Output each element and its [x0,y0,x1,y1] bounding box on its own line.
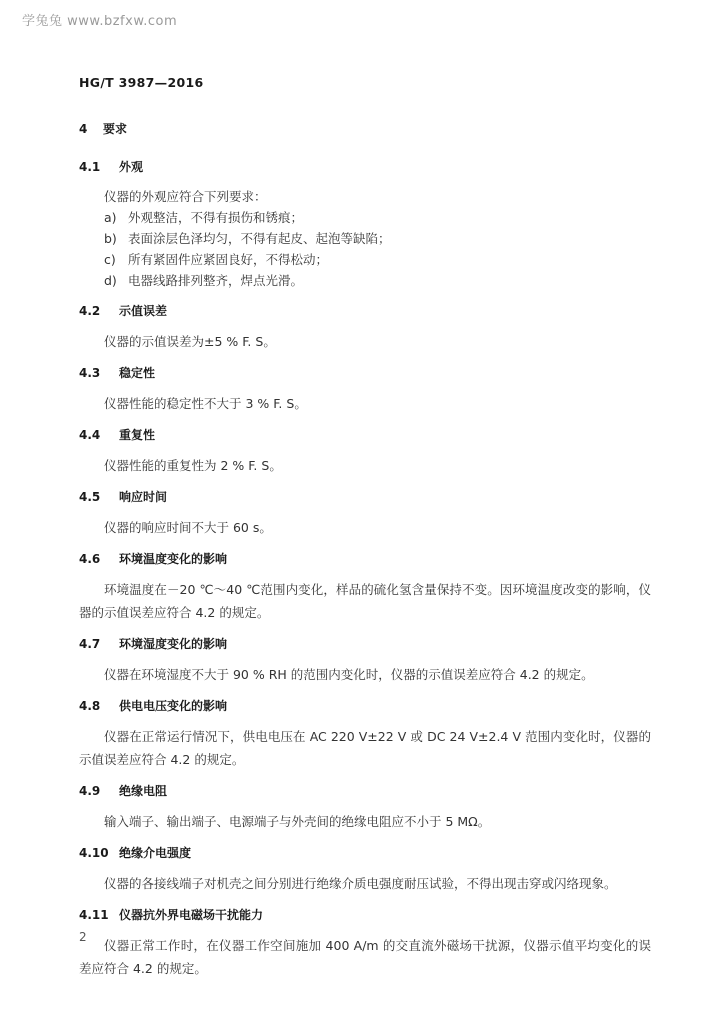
section-paragraph: 仪器的各接线端子对机壳之间分别进行绝缘介质电强度耐压试验，不得出现击穿或闪络现象。 [104,876,617,891]
section-heading-4-10 [79,844,651,862]
watermark: 学兔兔 www.bzfxw.com [22,14,178,29]
section-heading-4-3 [79,364,651,382]
section-paragraph: 输入端子、输出端子、电源端子与外壳间的绝缘电阻应不小于 5 MΩ。 [104,814,491,829]
section-paragraph: 仪器性能的稳定性不大于 3 % F. S。 [104,396,307,411]
section-heading-4-9 [79,782,651,800]
section-title: 重复性 [119,428,156,442]
list-item [79,228,651,249]
section-number: 4.8 [79,699,101,713]
section-title: 环境温度变化的影响 [119,552,228,566]
section-title: 环境湿度变化的影响 [119,637,228,651]
section-paragraph: 仪器在环境湿度不大于 90 % RH 的范围内变化时，仪器的示值误差应符合 4.2 的规定。 [104,667,594,682]
section-paragraph: 仪器的响应时间不大于 60 s。 [104,520,272,535]
section-number: 4.7 [79,637,101,651]
section-title: 稳定性 [119,366,156,380]
section-title: 供电电压变化的影响 [119,699,228,713]
section-number: 4.9 [79,784,101,798]
section-title: 外观 [119,160,144,174]
section-number: 4.6 [79,552,101,566]
section-title: 示值误差 [119,304,168,318]
list-marker: b) [104,231,117,246]
section-number: 4.3 [79,366,101,380]
section-number: 4.2 [79,304,101,318]
section-number: 4.4 [79,428,101,442]
section-heading-4-4 [79,426,651,444]
section-number: 4.1 [79,160,101,174]
list-text: 电器线路排列整齐，焊点光滑。 [128,273,304,288]
section-heading-4-8 [79,697,651,715]
section-title: 绝缘电阻 [119,784,168,798]
section-title: 绝缘介电强度 [119,846,192,860]
document-body [79,120,651,991]
chapter-title: 要求 [103,122,128,136]
list-text: 外观整洁，不得有损伤和锈痕； [128,210,304,225]
list-marker: c) [104,252,116,267]
requirement-list [79,207,651,291]
section-number: 4.10 [79,846,109,860]
page-number: 2 [79,930,87,944]
section-heading-4-2 [79,302,651,320]
section-paragraph: 环境温度在－20 ℃～40 ℃范围内变化，样品的硫化氢含量保持不变。因环境温度改变的影响，仪器的示值误差应符合 4.2 的规定。 [79,582,651,620]
list-text: 表面涂层色泽均匀，不得有起皮、起泡等缺陷； [128,231,391,246]
section-number: 4.5 [79,490,101,504]
chapter-heading [79,120,651,138]
list-item [79,207,651,228]
section-paragraph: 仪器的示值误差为±5 % F. S。 [104,334,276,349]
list-item [79,270,651,291]
section-paragraph: 仪器性能的重复性为 2 % F. S。 [104,458,282,473]
list-marker: a) [104,210,117,225]
section-title: 仪器抗外界电磁场干扰能力 [119,908,264,922]
list-marker: d) [104,273,117,288]
section-paragraph: 仪器在正常运行情况下，供电电压在 AC 220 V±22 V 或 DC 24 V±2.4 V 范围内变化时，仪器的示值误差应符合 4.2 的规定。 [79,729,651,767]
section-heading-4-6 [79,550,651,568]
section-heading-4-11 [79,906,651,924]
section-heading-4-5 [79,488,651,506]
chapter-number: 4 [79,122,88,136]
standard-code: HG/T 3987—2016 [79,75,204,90]
section-heading-4-1 [79,158,651,176]
list-text: 所有紧固件应紧固良好，不得松动； [128,252,329,267]
section-title: 响应时间 [119,490,168,504]
list-item [79,249,651,270]
section-heading-4-7 [79,635,651,653]
section-intro: 仪器的外观应符合下列要求： [104,189,267,204]
section-number: 4.11 [79,908,109,922]
section-paragraph: 仪器正常工作时，在仪器工作空间施加 400 A/m 的交直流外磁场干扰源，仪器示值平均变化的误差应符合 4.2 的规定。 [79,938,651,976]
